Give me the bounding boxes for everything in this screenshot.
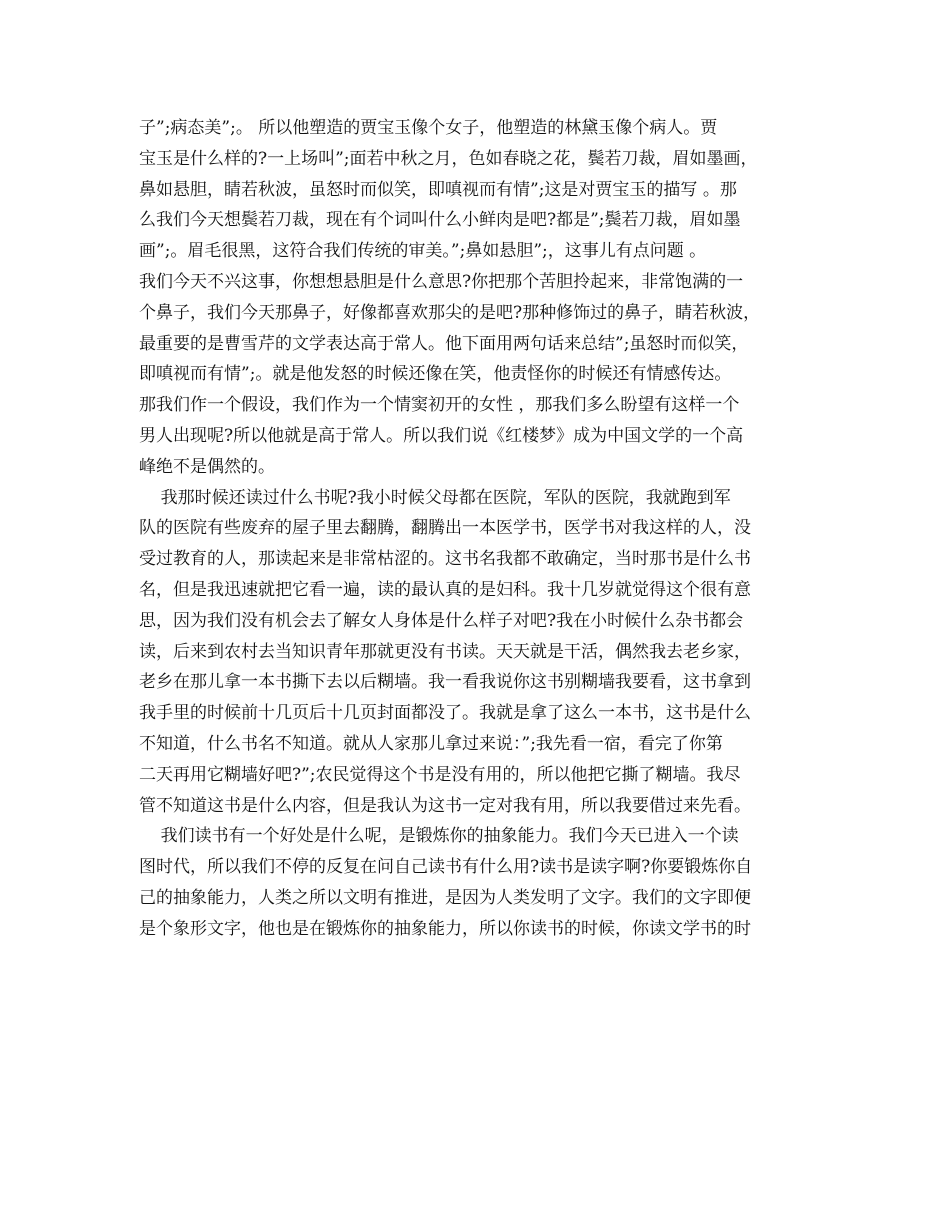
text-line: 我们读书有一个好处是什么呢，是锻炼你的抽象能力。我们今天已进入一个读: [139, 826, 739, 847]
text-line: 峰绝不是偶然的。: [139, 456, 275, 477]
text-line: 子”;病态美”;。 所以他塑造的贾宝玉像个女子，他塑造的林黛玉像个病人。贾: [139, 118, 718, 138]
paragraph: [139, 483, 819, 822]
text-line: 我手里的时候前十几页后十几页封面都没了。我就是拿了这么一本书，这书是什么: [139, 703, 751, 724]
paragraph: [139, 113, 819, 483]
text-line: 那我们作一个假设，我们作为一个情窦初开的女性 ，那我们多么盼望有这样一个: [139, 395, 740, 416]
text-line: 老乡在那儿拿一本书撕下去以后糊墙。我一看我说你这书别糊墙我要看，这书拿到: [139, 672, 751, 693]
text-line: 男人出现呢?所以他就是高于常人。所以我们说《红楼梦》成为中国文学的一个高: [139, 425, 744, 446]
text-line: 宝玉是什么样的?一上场叫”;面若中秋之月，色如春晓之花，鬓若刀裁，眉如墨画，: [139, 148, 758, 169]
text-line: 画”;。眉毛很黑，这符合我们传统的审美。”;鼻如悬胆”;，这事儿有点问题 。: [139, 241, 707, 262]
text-line: 名，但是我迅速就把它看一遍，读的最认真的是妇科。我十几岁就觉得这个很有意: [139, 579, 751, 600]
text-line: 队的医院有些废弃的屋子里去翻腾，翻腾出一本医学书，医学书对我这样的人，没: [139, 518, 751, 539]
text-line: 我们今天不兴这事，你想想悬胆是什么意思?你把那个苦胆拎起来，非常饱满的一: [139, 271, 744, 292]
text-line: 个鼻子，我们今天那鼻子，好像都喜欢那尖的是吧?那种修饰过的鼻子，睛若秋波，: [139, 302, 761, 323]
body-text: [139, 113, 819, 945]
text-line: 读，后来到农村去当知识青年那就更没有书读。天天就是干活，偶然我去老乡家，: [139, 641, 751, 662]
text-line: 思，因为我们没有机会去了解女人身体是什么样子对吧?我在小时候什么杂书都会: [139, 610, 744, 631]
text-line: 受过教育的人，那读起来是非常枯涩的。这书名我都不敢确定，当时那书是什么书: [139, 549, 751, 570]
text-line: 鼻如悬胆，睛若秋波，虽怒时而似笑，即嗔视而有情”;这是对贾宝玉的描写 。那: [139, 179, 737, 200]
text-line: 管不知道这书是什么内容，但是我认为这书一定对我有用，所以我要借过来先看。: [139, 795, 751, 816]
text-line: 不知道，什么书名不知道。就从人家那儿拿过来说：”;我先看一宿，看完了你第: [139, 733, 723, 754]
paragraph: [139, 821, 819, 944]
text-line: 即嗔视而有情”;。就是他发怒的时候还像在笑，他责怪你的时候还有情感传达。: [139, 364, 732, 385]
text-line: 是个象形文字，他也是在锻炼你的抽象能力，所以你读书的时候，你读文学书的时: [139, 918, 751, 939]
text-line: 图时代，所以我们不停的反复在问自己读书有什么用?读书是读字啊?你要锻炼你自: [139, 857, 753, 878]
text-line: 己的抽象能力，人类之所以文明有推进，是因为人类发明了文字。我们的文字即便: [139, 887, 751, 908]
text-line: 二天再用它糊墙好吧?”;农民觉得这个书是没有用的，所以他把它撕了糊墙。我尽: [139, 764, 741, 785]
text-line: 最重要的是曹雪芹的文学表达高于常人。他下面用两句话来总结”;虽怒时而似笑，: [139, 333, 749, 354]
text-line: 么我们今天想鬓若刀裁，现在有个词叫什么小鲜肉是吧?都是”;鬓若刀裁，眉如墨: [139, 210, 741, 231]
text-line: 我那时候还读过什么书呢?我小时候父母都在医院，军队的医院，我就跑到军: [139, 487, 731, 508]
